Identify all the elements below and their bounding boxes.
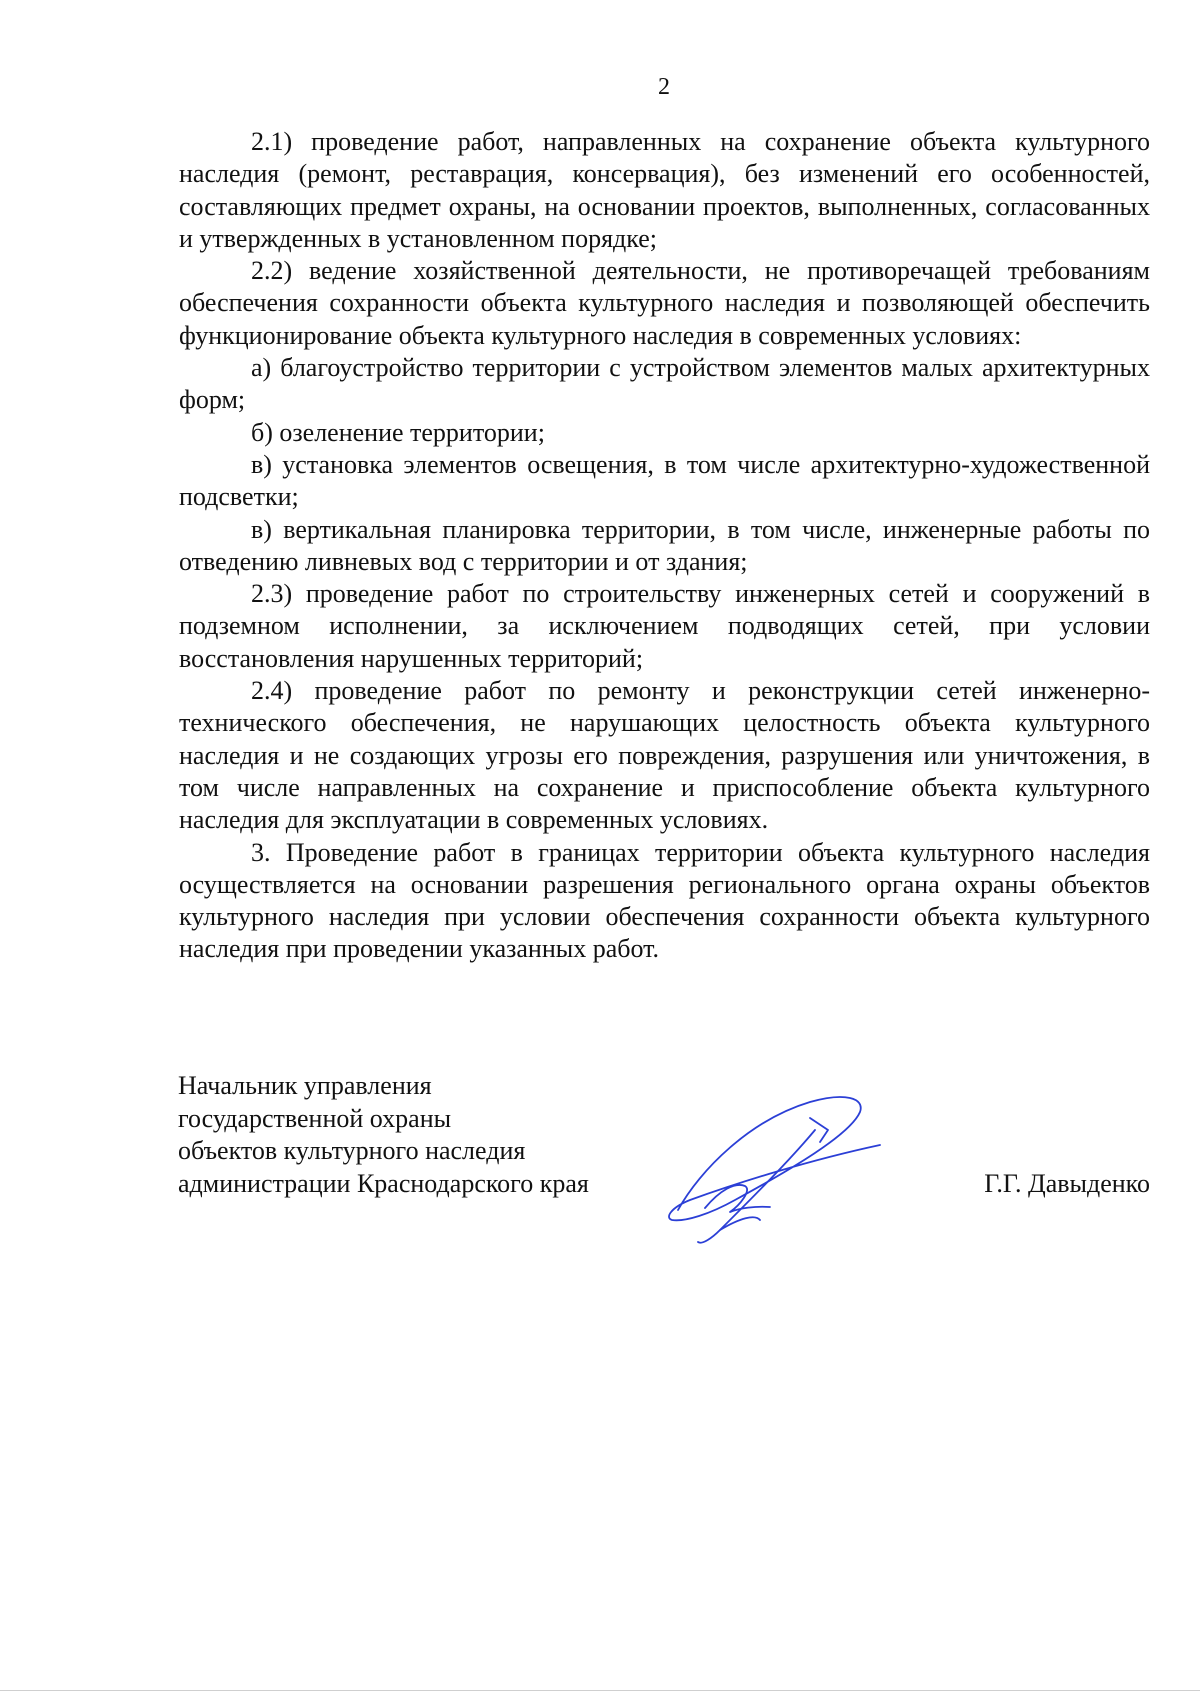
signatory-position xyxy=(178,1070,589,1200)
position-line: государственной охраны xyxy=(178,1103,452,1133)
handwritten-signature xyxy=(660,1090,910,1250)
paragraph-2-2-b: б) озеленение территории; xyxy=(251,417,545,447)
position-line: администрации Краснодарского края xyxy=(178,1168,589,1198)
paragraph-2-2-a: а) благоустройство территории с устройством элементов малых архитектурных форм; xyxy=(179,353,1150,415)
page-number: 2 xyxy=(658,74,670,100)
paragraph-2-2-v-grading: в) вертикальная планировка территории, в том числе, инженерные работы по отведению ливневых вод с территории и от здания; xyxy=(179,514,1150,576)
paragraph-2-1: 2.1) проведение работ, направленных на сохранение объекта культурного наследия (ремонт, реставрация, консервация), без изменений его особенностей, составляющих предмет охраны, на основании проектов, выполненных, согласованных и утвержденных в установленном порядке; xyxy=(179,127,1150,253)
paragraph-2-4: 2.4) проведение работ по ремонту и реконструкции сетей инженерно-технического обеспечения, не нарушающих целостность объекта культурного наследия и не создающих угрозы его повреждения, разрушения или уничтожения, в том числе направленных на сохранение и приспособление объекта культурного наследия для эксплуатации в современных условиях. xyxy=(179,676,1150,835)
document-body xyxy=(179,126,1150,966)
paragraph-2-3: 2.3) проведение работ по строительству инженерных сетей и сооружений в подземном исполнении, за исключением подводящих сетей, при условии восстановления нарушенных территорий; xyxy=(179,579,1150,673)
page-bottom-edge xyxy=(0,1690,1200,1691)
signer-name: Г.Г. Давыденко xyxy=(984,1169,1150,1198)
paragraph-2-2-v-lighting: в) установка элементов освещения, в том числе архитектурно-художественной подсветки; xyxy=(179,449,1150,512)
paragraph-3: 3. Проведение работ в границах территории объекта культурного наследия осуществляется на основании разрешения регионального органа охраны объектов культурного наследия при условии обеспечения сохранности объекта культурного наследия при проведении указанных работ. xyxy=(179,837,1150,964)
position-line: Начальник управления xyxy=(178,1071,432,1100)
position-line: объектов культурного наследия xyxy=(178,1136,526,1165)
paragraph-2-2: 2.2) ведение хозяйственной деятельности, не противоречащей требованиям обеспечения сохранности объекта культурного наследия и позволяющей обеспечить функционирование объекта культурного наследия в современных условиях: xyxy=(179,256,1150,350)
